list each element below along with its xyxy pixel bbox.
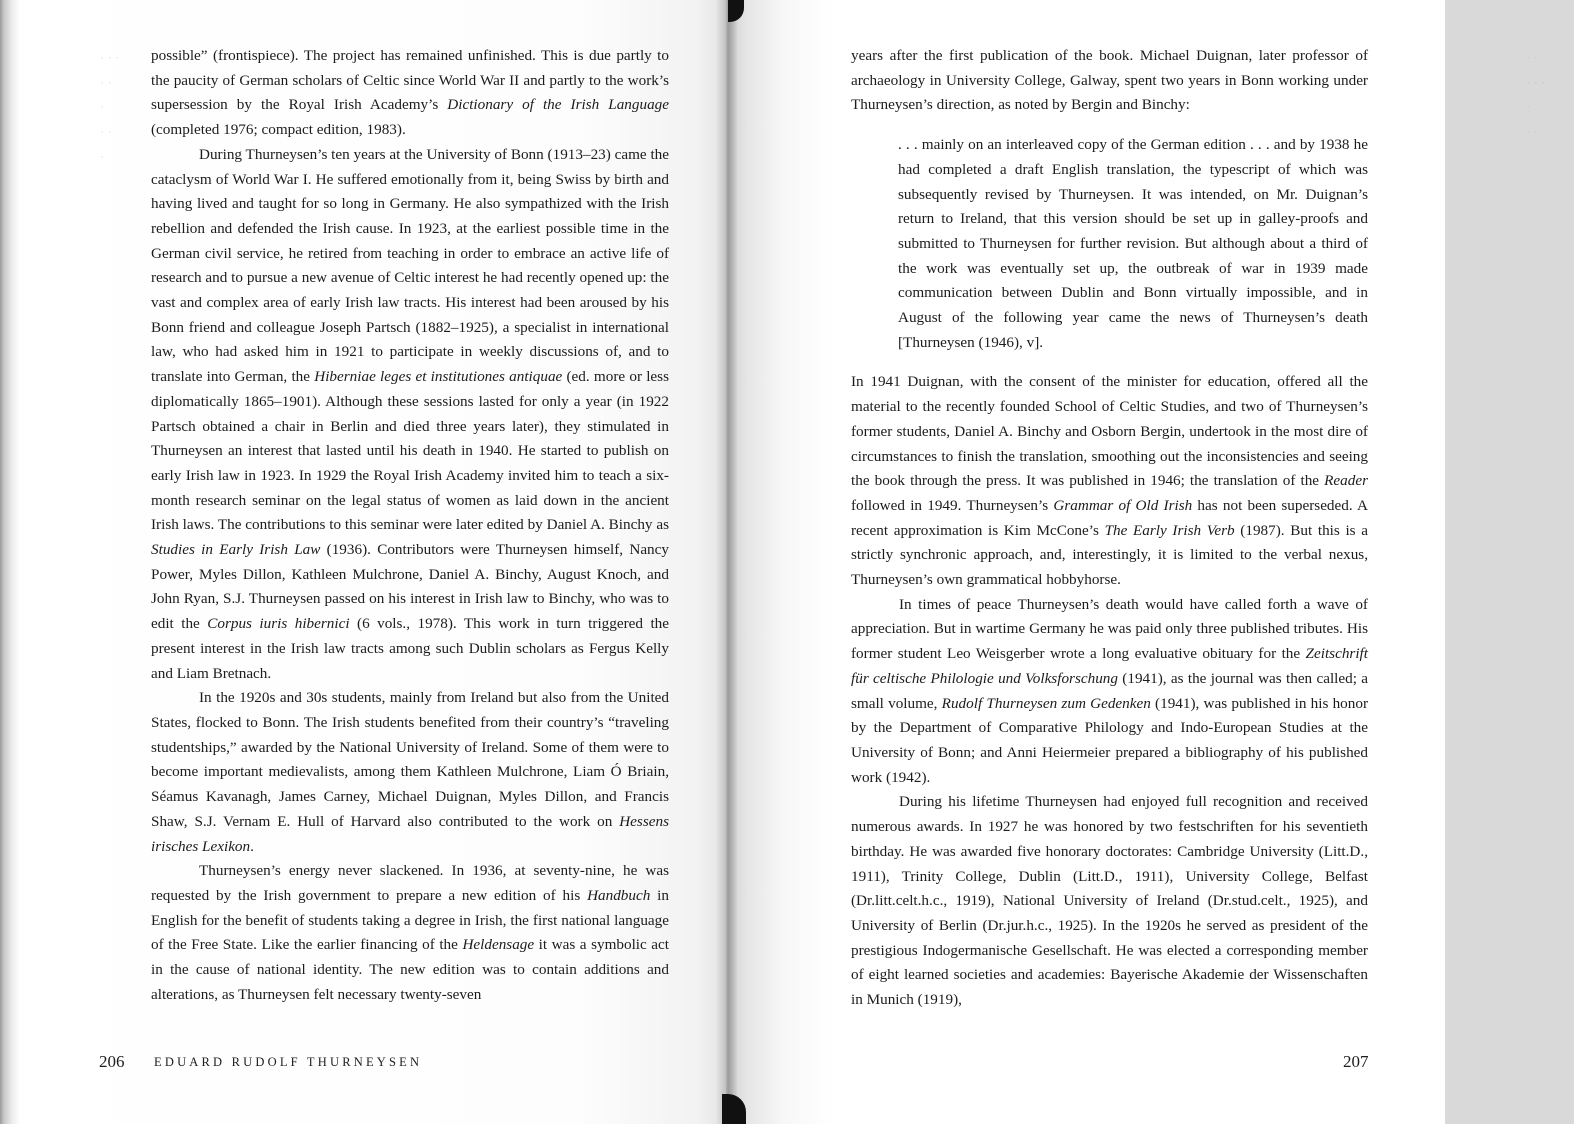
bleed-through-text: · · · · · · · · · (100, 50, 120, 164)
running-head: EDUARD RUDOLF THURNEYSEN (154, 1055, 423, 1069)
paragraph: During Thurneysen’s ten years at the University of Bonn (1913–23) came the cataclysm of World War I. He suffered emotionally from it, being Swiss by birth and having lived and taught for so long in Germany. He also sympathized with the Irish rebellion and defended the Irish cause. In 1923, at the earliest possible time in the German civil service, he retired from teaching in order to embrace an active life of research and to pursue a new avenue of Celtic interest he had recently opened up: the vast and complex area of early Irish law tracts. His interest had been aroused by his Bonn friend and colleague Joseph Partsch (1882–1925), a specialist in international law, who had asked him in 1921 to participate in weekly discussions of, and to translate into German, the Hiberniae leges et institutiones antiquae (ed. more or less diplomatically 1865–1901). Although these sessions lasted for only a year (in 1922 Partsch obtained a chair in Berlin and died three years later), they stimulated in Thurneysen an interest that lasted until his death in 1940. He started to publish on early Irish law in 1923. In 1929 the Royal Irish Academy invited him to teach a six-month research seminar on the legal status of women as laid down in the ancient Irish laws. The contributions to this seminar were later edited by Daniel A. Binchy as Studies in Early Irish Law (1936). Contributors were Thurneysen himself, Nancy Power, Myles Dillon, Kathleen Mulchrone, Daniel A. Binchy, August Knoch, and John Ryan, S.J. Thurneysen passed on his interest in Irish law to Binchy, who was to edit the Corpus iuris hibernici (6 vols., 1978). This work in turn triggered the present interest in the Irish law tracts among such Dublin scholars as Fergus Kelly and Liam Bretnach. (151, 145, 669, 682)
left-page (0, 0, 726, 1124)
right-paragraphs (851, 370, 1368, 1012)
page-edge-shadow (0, 0, 20, 1124)
paragraph: In times of peace Thurneysen’s death would have called forth a wave of appreciation. But in wartime Germany he was paid only three published tributes. His former student Leo Weisgerber wrote a long evaluative obituary for the Zeitschrift für celtische Philologie und Volksforschung (1941), as the journal was then called; a small volume, Rudolf Thurneysen zum Gedenken (1941), was published in his honor by the Department of Comparative Philology and Indo-European Studies at the University of Bonn; and Anni Heiermeier prepared a bibliography of his published work (1942). (851, 595, 1369, 786)
page-number-right: 207 (1343, 1052, 1369, 1071)
paragraph: In the 1920s and 30s students, mainly from Ireland but also from the United States, flocked to Bonn. The Irish students benefited from their country’s “traveling studentships,” awarded by the National University of Ireland. Some of them were to become important medievalists, among them Kathleen Mulchrone, Liam Ó Briain, Séamus Kavanagh, James Carney, Michael Duignan, Myles Dillon, and Francis Shaw, S.J. Vernam E. Hull of Harvard also contributed to the work on Hessens irisches Lexikon. (151, 689, 669, 855)
block-quote: . . . mainly on an interleaved copy of the German edition . . . and by 1938 he had completed a draft English translation, the typescript of which was subsequently revised by Thurneysen. It was intended, on Mr. Duignan’s return to Ireland, that this version should be set up in galley-proofs and submitted to Thurneysen for further revision. But although about a third of the work was eventually set up, the outbreak of war in 1939 made communication between Dublin and Bonn virtually impossible, and in August of the following year came the news of Thurneysen’s death [Thurneysen (1946), v]. (898, 136, 1368, 351)
paragraph: During his lifetime Thurneysen had enjoyed full recognition and received numerous awards. In 1927 he was honored by two festschriften for his seventieth birthday. He was awarded five honorary doctorates: Cambridge University (Litt.D., 1911), Trinity College, Dublin (Litt.D., 1911), University College, Belfast (Dr.litt.celt.h.c., 1919), National University of Ireland (Dr.stud.celt., 1925), and University of Berlin (Dr.jur.h.c., 1925). In the 1920s he served as president of the prestigious Indogermanische Gesellschaft. He was elected a corresponding member of eight learned societies and academies: Bayerische Akademie der Wissenschaften in Munich (1919), (851, 793, 1368, 1009)
gutter-shadow (716, 0, 738, 1124)
paragraph: In 1941 Duignan, with the consent of the minister for education, offered all the material to the recently founded School of Celtic Studies, and two of Thurneysen’s former students, Daniel A. Binchy and Osborn Bergin, undertook in the most dire of circumstances to finish the translation, smoothing out the inconsistencies and seeing the book through the press. It was published in 1946; the translation of the Reader followed in 1949. Thurneysen’s Grammar of Old Irish has not been superseded. A recent approximation is Kim McCone’s The Early Irish Verb (1987). But this is a strictly synchronic approach, and, interestingly, it is limited to the verbal nexus, Thurneysen’s own grammatical hobbyhorse. (851, 373, 1368, 589)
left-text-column (151, 44, 669, 1007)
right-text-column (851, 44, 1368, 1013)
bleed-through-text: · · · · · · · · (1526, 50, 1546, 140)
page-number-left: 206 (99, 1052, 125, 1071)
paragraph: years after the first publication of the book. Michael Duignan, later professor of archaeology in University College, Galway, spent two years in Bonn working under Thurneysen’s direction, as noted by Bergin and Binchy: (851, 47, 1368, 114)
paragraph: possible” (frontispiece). The project has remained unfinished. This is due partly to the paucity of German scholars of Celtic since World War II and partly to the work’s supersession by the Royal Irish Academy’s Dictionary of the Irish Language (completed 1976; compact edition, 1983). (151, 47, 669, 139)
paragraph: Thurneysen’s energy never slackened. In 1936, at seventy-nine, he was requested by the Irish government to prepare a new edition of his Handbuch in English for the benefit of students taking a degree in Irish, the first national language of the Free State. Like the earlier financing of the Heldensage it was a symbolic act in the cause of national identity. The new edition was to contain additions and alterations, as Thurneysen felt necessary twenty-seven (151, 862, 670, 1003)
